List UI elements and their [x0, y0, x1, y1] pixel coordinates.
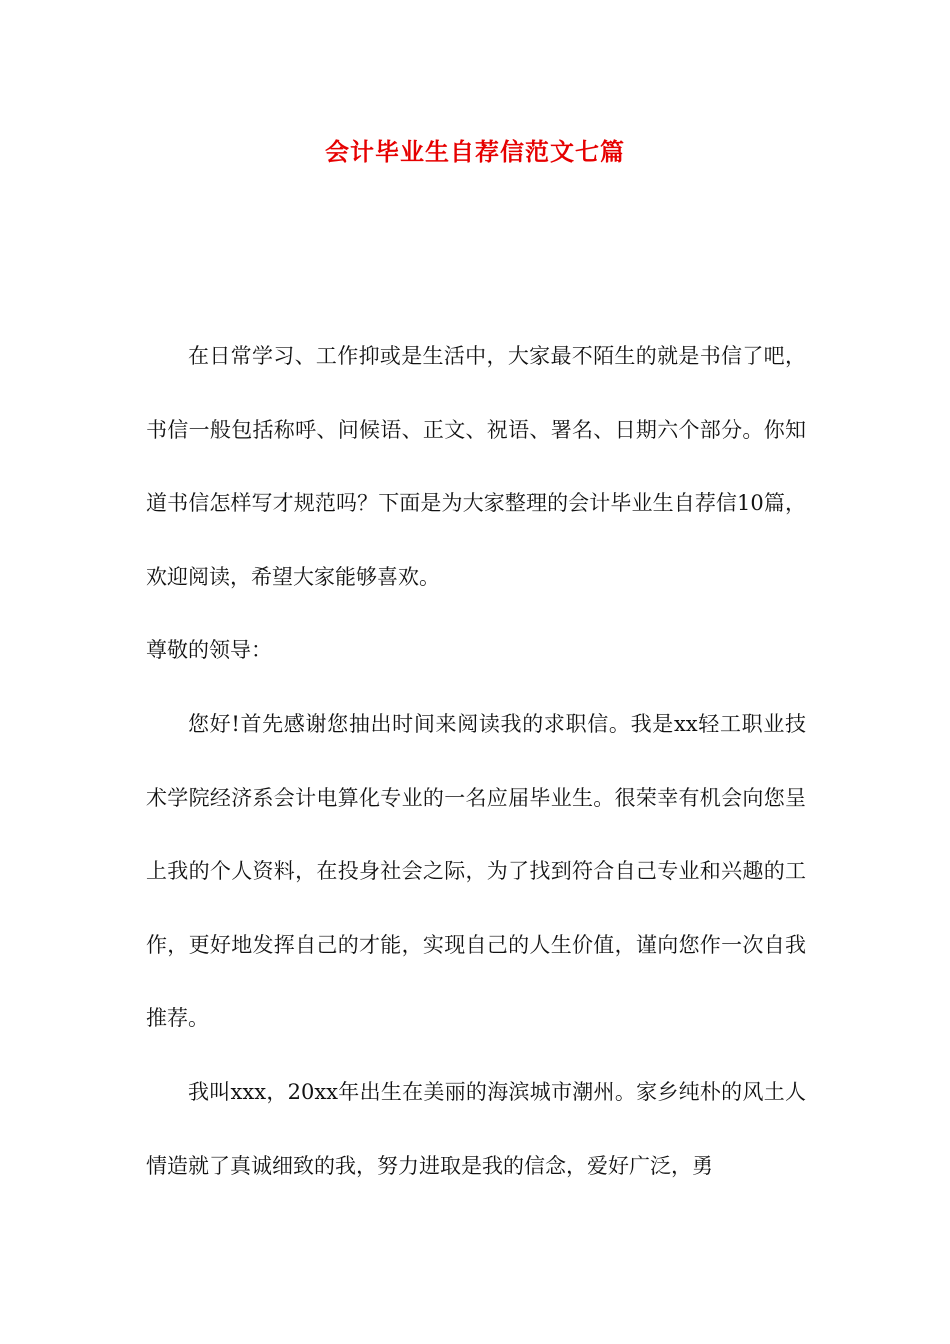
document-title: 会计毕业生自荐信范文七篇 — [325, 137, 625, 166]
document-body — [146, 320, 806, 1203]
greeting-paragraph: 您好!首先感谢您抽出时间来阅读我的求职信。我是xx轻工职业技术学院经济系会计电算化专业的一名应届毕业生。很荣幸有机会向您呈上我的个人资料，在投身社会之际，为了找到符合自己专业和兴趣的工作，更好地发挥自己的才能，实现自己的人生价值，谨向您作一次自我推荐。 — [146, 711, 806, 1031]
intro-paragraph: 在日常学习、工作抑或是生活中，大家最不陌生的就是书信了吧，书信一般包括称呼、问候语、正文、祝语、署名、日期六个部分。你知道书信怎样写才规范吗？下面是为大家整理的会计毕业生自荐信10篇，欢迎阅读，希望大家能够喜欢。 — [146, 344, 806, 589]
self-intro-paragraph: 我叫xxx，20xx年出生在美丽的海滨城市潮州。家乡纯朴的风土人情造就了真诚细致的我，努力进取是我的信念，爱好广泛，勇 — [146, 1079, 806, 1178]
salutation: 尊敬的领导： — [146, 638, 272, 663]
